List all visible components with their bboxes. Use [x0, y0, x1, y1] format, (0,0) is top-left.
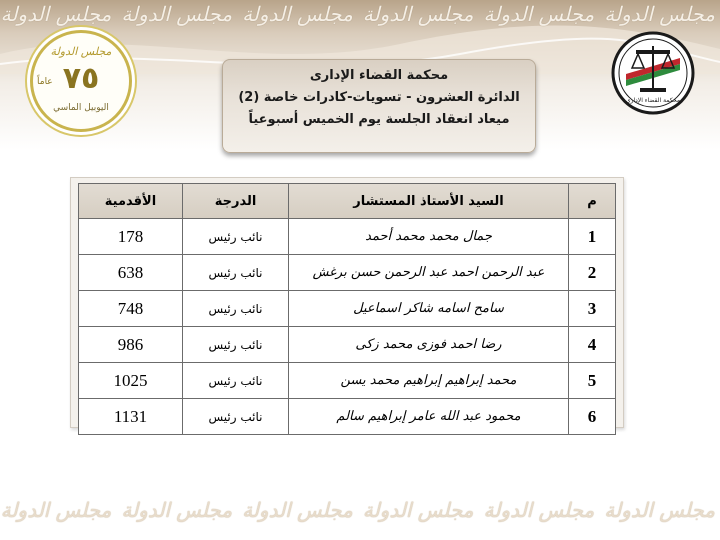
- row-number: 4: [569, 327, 616, 363]
- row-name: جمال محمد محمد أحمد: [289, 219, 569, 255]
- row-rank: نائب رئيس: [183, 255, 289, 291]
- row-seniority: 178: [78, 219, 183, 255]
- table-row: [78, 255, 616, 291]
- row-rank: نائب رئيس: [183, 399, 289, 435]
- table-row: [78, 219, 616, 255]
- row-seniority: 986: [78, 327, 183, 363]
- row-name: محمد إبراهيم إبراهيم محمد يسن: [289, 363, 569, 399]
- emblem-caption: محكمة القضاء الإدارى: [625, 97, 681, 104]
- watermark-text: مجلس الدولة: [0, 2, 112, 26]
- counselors-table: [78, 183, 616, 435]
- row-name: رضا احمد فوزى محمد زكى: [289, 327, 569, 363]
- row-rank: نائب رئيس: [183, 363, 289, 399]
- header-circuit: الدائرة العشرون - تسويات-كادرات خاصة (2): [238, 90, 520, 105]
- row-seniority: 1131: [78, 399, 183, 435]
- watermark-text: مجلس الدولة: [121, 498, 233, 522]
- watermark-text: مجلس الدولة: [604, 2, 715, 26]
- anniversary-badge: [30, 30, 132, 132]
- anniversary-line2: اليوبيل الماسي: [53, 103, 109, 113]
- row-rank: نائب رئيس: [183, 291, 289, 327]
- watermark-text: مجلس الدولة: [242, 2, 353, 26]
- row-number: 6: [569, 399, 616, 435]
- watermark-text: مجلس الدولة: [483, 498, 595, 522]
- row-number: 2: [569, 255, 616, 291]
- row-number: 3: [569, 291, 616, 327]
- row-seniority: 638: [78, 255, 183, 291]
- watermark-text: مجلس الدولة: [362, 498, 474, 522]
- table-header-row: [78, 183, 616, 219]
- watermark-text: مجلس الدولة: [362, 2, 474, 26]
- counselors-table-container: [70, 177, 624, 428]
- anniversary-unit: عاماً: [37, 77, 53, 87]
- watermark-text: مجلس الدولة: [242, 498, 353, 522]
- row-rank: نائب رئيس: [183, 327, 289, 363]
- watermark-text: مجلس الدولة: [483, 2, 595, 26]
- row-name: محمود عبد الله عامر إبراهيم سالم: [289, 399, 569, 435]
- anniversary-number: ٧٥: [62, 61, 100, 96]
- anniversary-line1: مجلس الدولة: [50, 45, 112, 58]
- table-row: [78, 399, 616, 435]
- row-number: 5: [569, 363, 616, 399]
- header-counselor-name: السيد الأستاذ المستشار: [289, 183, 569, 219]
- header-seniority: الأقدمية: [78, 183, 183, 219]
- table-row: [78, 327, 616, 363]
- row-seniority: 748: [78, 291, 183, 327]
- row-name: عبد الرحمن احمد عبد الرحمن حسن برغش: [289, 255, 569, 291]
- header-number: م: [569, 183, 616, 219]
- table-row: [78, 291, 616, 327]
- row-seniority: 1025: [78, 363, 183, 399]
- watermark-pattern-bottom: [0, 498, 720, 538]
- watermark-text: مجلس الدولة: [0, 498, 112, 522]
- row-number: 1: [569, 219, 616, 255]
- table-row: [78, 363, 616, 399]
- court-header-box: [222, 59, 536, 153]
- watermark-text: مجلس الدولة: [121, 2, 233, 26]
- header-session-schedule: ميعاد انعقاد الجلسة يوم الخميس أسبوعياً: [248, 112, 510, 127]
- row-rank: نائب رئيس: [183, 219, 289, 255]
- row-name: سامح اسامه شاكر اسماعيل: [289, 291, 569, 327]
- header-court-name: محكمة القضاء الإدارى: [309, 68, 449, 83]
- scales-of-justice-emblem-icon: [610, 30, 696, 116]
- watermark-text: مجلس الدولة: [604, 498, 715, 522]
- header-rank: الدرجة: [183, 183, 289, 219]
